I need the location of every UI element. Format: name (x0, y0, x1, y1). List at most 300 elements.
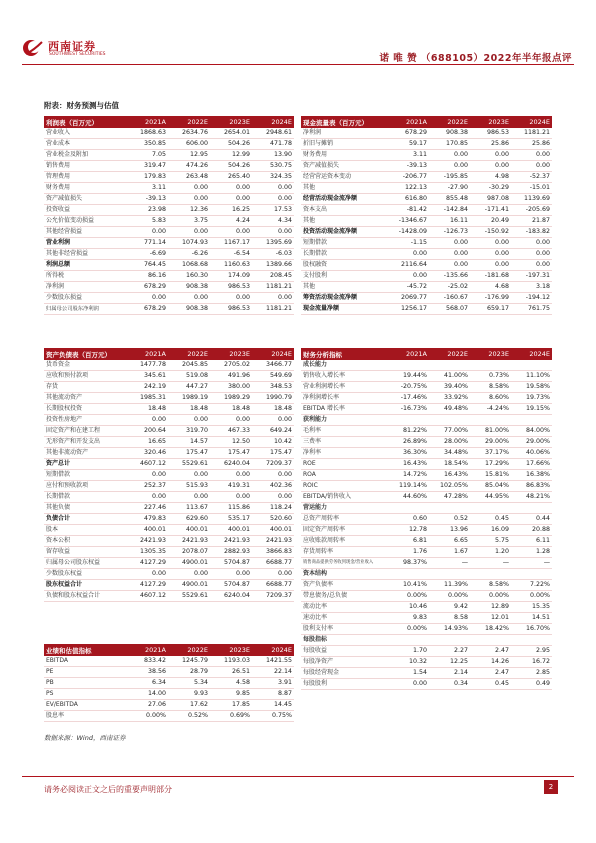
row-label: 速动比率 (301, 613, 388, 624)
table-cell: 0.00 (252, 569, 294, 580)
table-cell: 119.14% (388, 481, 429, 492)
table-row (44, 139, 294, 150)
table-row (301, 161, 552, 172)
table-cell: 10.41% (388, 580, 429, 591)
row-label: 短期借款 (44, 470, 126, 481)
table-cell: 0.00 (210, 492, 252, 503)
table-cell: -30.29 (470, 183, 511, 194)
table-cell: 18.48 (126, 404, 168, 415)
table-cell: 504.26 (210, 161, 252, 172)
table-cell: -160.67 (429, 293, 470, 304)
table-cell: 85.04% (470, 481, 511, 492)
table-row (44, 470, 294, 481)
table-cell: 908.38 (429, 128, 470, 139)
table-cell: 37.17% (470, 448, 511, 459)
table-cell: 0.00 (210, 293, 252, 304)
table-cell: 0.00 (470, 260, 511, 271)
table-cell: 263.48 (168, 172, 210, 183)
row-label: 存货 (44, 382, 126, 393)
table-cell: 19.44% (388, 371, 429, 382)
year-header: 2022E (168, 348, 210, 360)
table-cell: 0.00 (168, 227, 210, 238)
table-cell: 29.00% (470, 437, 511, 448)
table-cell: 14.93% (429, 624, 470, 635)
table-cell: 6240.04 (210, 459, 252, 470)
table-cell: 19.15% (511, 404, 552, 415)
table-cell: 629.60 (168, 514, 210, 525)
table-cell: 12.99 (210, 150, 252, 161)
table-row (301, 139, 552, 150)
row-label: 其他 (301, 216, 388, 227)
table-row (44, 503, 294, 514)
table-cell: 8.60% (470, 393, 511, 404)
table-cell: 474.26 (168, 161, 210, 172)
table-cell: 8.58% (470, 580, 511, 591)
table-cell: 535.17 (210, 514, 252, 525)
table-cell: 4607.12 (126, 459, 168, 470)
table-cell: 0.00 (252, 492, 294, 503)
table-cell: 2948.61 (252, 128, 294, 139)
table-row (301, 503, 552, 514)
table-cell: 0.00 (126, 227, 168, 238)
table-cell: 6240.04 (210, 591, 252, 602)
table-row (44, 711, 294, 722)
table-cell: 678.29 (388, 128, 429, 139)
table-cell: 0.00 (168, 194, 210, 205)
table-row (301, 371, 552, 382)
table-cell (470, 569, 511, 580)
row-label: PE (44, 667, 126, 678)
row-label: 资本结构 (301, 569, 388, 580)
row-label: 应收和预付款项 (44, 371, 126, 382)
table-cell: 1477.78 (126, 360, 168, 371)
table-cell: 265.40 (210, 172, 252, 183)
table-row (301, 679, 552, 690)
year-header: 2023E (210, 348, 252, 360)
table-cell: 0.00 (252, 470, 294, 481)
table-cell: 18.48 (252, 404, 294, 415)
table-cell: 0.00 (210, 227, 252, 238)
table-cell: 0.00 (388, 249, 429, 260)
table-cell: -142.84 (429, 205, 470, 216)
row-label: 成长能力 (301, 360, 388, 371)
table-cell: 4.98 (470, 172, 511, 183)
year-header: 2023E (210, 644, 252, 656)
table-cell: 0.00 (210, 569, 252, 580)
table-cell: 17.53 (252, 205, 294, 216)
table-cell: 0.00% (511, 591, 552, 602)
table-cell: 0.00 (252, 227, 294, 238)
table-row (44, 304, 294, 315)
table-cell: 649.24 (252, 426, 294, 437)
table-cell: 764.45 (126, 260, 168, 271)
table-cell: — (470, 558, 511, 569)
table-row (301, 271, 552, 282)
table-cell: 1193.03 (210, 656, 252, 667)
row-label: 投资活动现金流净额 (301, 227, 388, 238)
table-cell: 6688.77 (252, 558, 294, 569)
year-header: 2024E (511, 116, 552, 128)
table-cell: 1305.35 (126, 547, 168, 558)
table-cell: 2078.07 (168, 547, 210, 558)
table-cell: -17.46% (388, 393, 429, 404)
table-cell: 324.35 (252, 172, 294, 183)
table-cell: 12.95 (168, 150, 210, 161)
table-cell: 252.37 (126, 481, 168, 492)
table-cell: 1868.63 (126, 128, 168, 139)
table-cell: 1.20 (470, 547, 511, 558)
table-cell: -6.26 (168, 249, 210, 260)
table-cell: 520.60 (252, 514, 294, 525)
table-cell: 1989.19 (168, 393, 210, 404)
table-cell: 0.00 (429, 150, 470, 161)
table-cell: 19.73% (511, 393, 552, 404)
table-cell: 0.00 (126, 470, 168, 481)
table-cell: 319.70 (168, 426, 210, 437)
table-row (44, 481, 294, 492)
table-row (301, 293, 552, 304)
table-cell: -45.72 (388, 282, 429, 293)
table-row (44, 194, 294, 205)
table-cell: 4607.12 (126, 591, 168, 602)
table-header-row (44, 644, 294, 656)
table-cell (511, 360, 552, 371)
table-cell: 27.06 (126, 700, 168, 711)
table-cell: 25.86 (511, 139, 552, 150)
table-header-row (301, 348, 552, 360)
year-header: 2021A (126, 116, 168, 128)
table-cell: 86.83% (511, 481, 552, 492)
table-cell: 1256.17 (388, 304, 429, 315)
table-cell: 14.45 (252, 700, 294, 711)
table-row (44, 514, 294, 525)
table-cell: 2654.01 (210, 128, 252, 139)
table-title: 资产负债表（百万元） (44, 348, 126, 360)
year-header: 2022E (168, 644, 210, 656)
table-cell: 122.13 (388, 183, 429, 194)
table-cell: -181.68 (470, 271, 511, 282)
table-row (301, 514, 552, 525)
table-cell: 771.14 (126, 238, 168, 249)
table-cell: 48.21% (511, 492, 552, 503)
row-label: 短期借款 (301, 238, 388, 249)
table-row (301, 183, 552, 194)
table-cell: 380.00 (210, 382, 252, 393)
table-cell: 2116.64 (388, 260, 429, 271)
table-cell: 36.30% (388, 448, 429, 459)
table-cell: 0.52% (168, 711, 210, 722)
table-cell: 1074.93 (168, 238, 210, 249)
table-cell: 18.54% (429, 459, 470, 470)
table-row (44, 536, 294, 547)
table-cell: 14.00 (126, 689, 168, 700)
table-cell: -15.01 (511, 183, 552, 194)
table-row (44, 150, 294, 161)
table-cell: 678.29 (126, 282, 168, 293)
table-cell: 549.69 (252, 371, 294, 382)
row-label: 经营营运资本变动 (301, 172, 388, 183)
table-row (44, 492, 294, 503)
table-cell: 0.00 (388, 271, 429, 282)
table-cell: 6.65 (429, 536, 470, 547)
table-cell: 26.89% (388, 437, 429, 448)
table-title: 现金流量表（百万元） (301, 116, 388, 128)
table-row (301, 536, 552, 547)
table-cell: 504.26 (210, 139, 252, 150)
table-cell: 2421.93 (126, 536, 168, 547)
table-cell: 2.27 (429, 646, 470, 657)
table-cell: 7.22% (511, 580, 552, 591)
table-cell: 0.45 (470, 679, 511, 690)
table-cell: 175.47 (210, 448, 252, 459)
table-cell: 15.81% (470, 470, 511, 481)
table-row (44, 591, 294, 602)
table-row (44, 183, 294, 194)
row-label: 每股指标 (301, 635, 388, 646)
table-cell: 3466.77 (252, 360, 294, 371)
table-row (44, 271, 294, 282)
table-cell: 0.00 (210, 415, 252, 426)
table-cell: 17.66% (511, 459, 552, 470)
row-label: 货币资金 (44, 360, 126, 371)
table-row (301, 459, 552, 470)
table-cell: 0.00 (252, 293, 294, 304)
table-cell: 2705.02 (210, 360, 252, 371)
row-label: 资产减值损失 (301, 161, 388, 172)
table-row (44, 249, 294, 260)
table-cell: 0.45 (470, 514, 511, 525)
table-cell: 98.37% (388, 558, 429, 569)
table-cell: 400.01 (252, 525, 294, 536)
row-label: 营业成本 (44, 139, 126, 150)
row-label: 折旧与摊销 (301, 139, 388, 150)
table-cell: 350.85 (126, 139, 168, 150)
table-cell: 0.00% (470, 591, 511, 602)
row-label: 股权融资 (301, 260, 388, 271)
table-row (301, 404, 552, 415)
table-cell: 515.93 (168, 481, 210, 492)
table-cell: 8.58 (429, 613, 470, 624)
table-cell: 242.19 (126, 382, 168, 393)
table-cell (470, 635, 511, 646)
row-label: 资本支出 (301, 205, 388, 216)
table-cell (470, 360, 511, 371)
table-cell: 26.51 (210, 667, 252, 678)
table-cell: 616.80 (388, 194, 429, 205)
logo-subtext: SOUTHWEST SECURITIES (49, 52, 106, 57)
row-label: 归属母公司股东净利润 (44, 304, 126, 315)
row-label: 营业利润 (44, 238, 126, 249)
year-header: 2021A (388, 116, 429, 128)
table-row (44, 569, 294, 580)
appendix-title: 附表：财务预测与估值 (44, 101, 119, 110)
table-cell: 49.48% (429, 404, 470, 415)
logo-text: 西南证券 (48, 40, 96, 53)
table-cell: 0.00 (511, 161, 552, 172)
table-cell: 0.00 (252, 183, 294, 194)
table-cell: 86.16 (126, 271, 168, 282)
table-row (44, 371, 294, 382)
table-row (44, 547, 294, 558)
table-row (44, 404, 294, 415)
table-cell: 3.18 (511, 282, 552, 293)
table-cell: 0.00 (168, 470, 210, 481)
table-cell: 34.48% (429, 448, 470, 459)
year-header: 2022E (168, 116, 210, 128)
year-header: 2024E (252, 116, 294, 128)
table-cell: 14.57 (168, 437, 210, 448)
table-row (301, 393, 552, 404)
table-cell: 519.08 (168, 371, 210, 382)
table-cell: 160.30 (168, 271, 210, 282)
table-cell: -206.77 (388, 172, 429, 183)
table-row (301, 448, 552, 459)
table-cell: 0.00 (429, 238, 470, 249)
table-cell: 4900.01 (168, 558, 210, 569)
row-label: 财务费用 (301, 150, 388, 161)
table-cell: -176.99 (470, 293, 511, 304)
table-row (44, 678, 294, 689)
table-row (44, 426, 294, 437)
row-label: 三费率 (301, 437, 388, 448)
table-cell: 17.62 (168, 700, 210, 711)
table-cell: 7.05 (126, 150, 168, 161)
row-label: 负债和股东权益合计 (44, 591, 126, 602)
table-cell: 0.00 (252, 415, 294, 426)
cashflow-table (301, 116, 552, 315)
table-cell: 0.00 (470, 249, 511, 260)
table-cell: 200.64 (126, 426, 168, 437)
table-cell: 12.25 (429, 657, 470, 668)
company-logo (22, 36, 142, 62)
header-divider (22, 64, 574, 65)
table-cell: 10.46 (388, 602, 429, 613)
table-cell: 345.61 (126, 371, 168, 382)
row-label: 营业收入 (44, 128, 126, 139)
table-cell: 18.48 (210, 404, 252, 415)
table-cell: 4127.29 (126, 558, 168, 569)
table-cell: 77.00% (429, 426, 470, 437)
table-cell: 908.38 (168, 304, 210, 315)
row-label: 每股股利 (301, 679, 388, 690)
table-cell: 1181.21 (511, 128, 552, 139)
table-cell: 115.86 (210, 503, 252, 514)
table-cell: 3866.83 (252, 547, 294, 558)
year-header: 2023E (470, 116, 511, 128)
year-header: 2023E (210, 116, 252, 128)
table-row (301, 150, 552, 161)
table-cell: 0.00 (511, 150, 552, 161)
table-cell: 0.00 (470, 238, 511, 249)
row-label: 股息率 (44, 711, 126, 722)
table-cell: 3.91 (252, 678, 294, 689)
row-label: 净利率 (301, 448, 388, 459)
table-row (44, 689, 294, 700)
table-cell: 0.00 (470, 150, 511, 161)
table-cell: 479.83 (126, 514, 168, 525)
table-cell: 0.73% (470, 371, 511, 382)
table-cell: 0.00 (126, 569, 168, 580)
row-label: 支付股利 (301, 271, 388, 282)
table-row (301, 205, 552, 216)
table-cell: 44.60% (388, 492, 429, 503)
table-cell: 0.60 (388, 514, 429, 525)
table-cell: 5529.61 (168, 459, 210, 470)
row-label: 所得税 (44, 271, 126, 282)
table-row (301, 227, 552, 238)
table-cell: 5.75 (470, 536, 511, 547)
table-row (44, 172, 294, 183)
year-header: 2021A (388, 348, 429, 360)
row-label: 营运能力 (301, 503, 388, 514)
table-row (301, 635, 552, 646)
table-cell: 12.50 (210, 437, 252, 448)
table-cell: 0.00 (168, 569, 210, 580)
row-label: 其他 (301, 183, 388, 194)
table-cell: 1160.63 (210, 260, 252, 271)
valuation-table (44, 644, 294, 722)
row-label: 净利润 (44, 282, 126, 293)
row-label: 现金流量净额 (301, 304, 388, 315)
footer-divider (22, 776, 574, 777)
balance-sheet-table (44, 348, 294, 602)
table-cell: 761.75 (511, 304, 552, 315)
table-cell: 1167.17 (210, 238, 252, 249)
table-cell: 23.98 (126, 205, 168, 216)
table-row (44, 161, 294, 172)
table-row (44, 448, 294, 459)
row-label: 获利能力 (301, 415, 388, 426)
table-row (301, 194, 552, 205)
table-row (301, 470, 552, 481)
table-cell (429, 503, 470, 514)
table-cell: 348.53 (252, 382, 294, 393)
row-label: PS (44, 689, 126, 700)
table-cell: 5.83 (126, 216, 168, 227)
table-cell: -6.54 (210, 249, 252, 260)
table-cell: 986.53 (210, 304, 252, 315)
table-cell: 15.35 (511, 602, 552, 613)
table-cell: 16.70% (511, 624, 552, 635)
table-cell: 14.51 (511, 613, 552, 624)
table-cell: 1389.66 (252, 260, 294, 271)
row-label: ROA (301, 470, 388, 481)
table-cell: 59.17 (388, 139, 429, 150)
table-cell: 419.31 (210, 481, 252, 492)
table-row (44, 293, 294, 304)
table-cell: 0.00% (126, 711, 168, 722)
table-row (301, 668, 552, 679)
table-row (301, 249, 552, 260)
row-label: ROE (301, 459, 388, 470)
cashflow-grid (301, 116, 552, 315)
row-label: ROIC (301, 481, 388, 492)
year-header: 2023E (470, 348, 511, 360)
table-cell: -197.31 (511, 271, 552, 282)
financial-ratios-table (301, 348, 552, 690)
table-cell: 0.00 (210, 183, 252, 194)
table-cell: 1068.68 (168, 260, 210, 271)
row-label: 管理费用 (44, 172, 126, 183)
table-cell: 0.00 (126, 415, 168, 426)
table-cell: 5.34 (168, 678, 210, 689)
logo-mark-icon (22, 38, 44, 58)
table-cell: 17.85 (210, 700, 252, 711)
balance_sheet-grid (44, 348, 294, 602)
table-cell: 175.47 (252, 448, 294, 459)
row-label: 利润总额 (44, 260, 126, 271)
table-title: 业绩和估值指标 (44, 644, 126, 656)
